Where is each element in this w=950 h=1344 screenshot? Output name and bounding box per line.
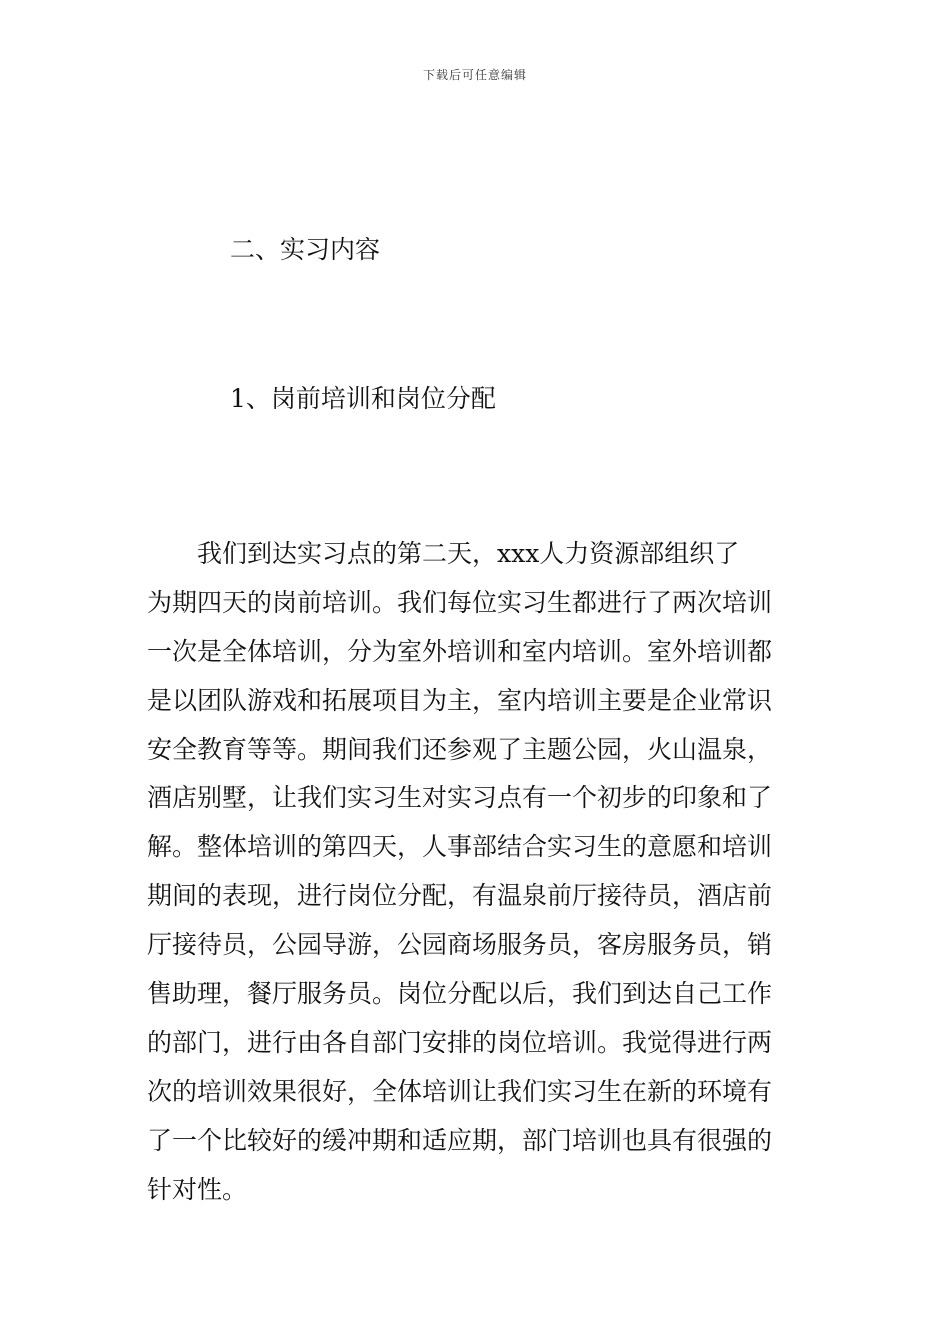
paragraph-line: 针对性。 [147, 1174, 248, 1204]
paragraph-line: 安全教育等等。期间我们还参观了主题公园，火山温泉， [147, 734, 773, 764]
paragraph-line: 解。整体培训的第四天，人事部结合实习生的意愿和培训 [147, 832, 773, 862]
body-paragraph [147, 530, 807, 1214]
paragraph-line: 了一个比较好的缓冲期和适应期，部门培训也具有很强的 [147, 1125, 773, 1155]
paragraph-line: 为期四天的岗前培训。我们每位实习生都进行了两次培训 [147, 587, 773, 617]
paragraph-line: 我们到达实习点的第二天，xxx人力资源部组织了 [147, 539, 740, 568]
paragraph-line: 的部门，进行由各自部门安排的岗位培训。我觉得进行两 [147, 1027, 773, 1057]
paragraph-line: 是以团队游戏和拓展项目为主，室内培训主要是企业常识 [147, 685, 773, 715]
paragraph-line: 一次是全体培训，分为室外培训和室内培训。室外培训都 [147, 636, 773, 666]
paragraph-line: 次的培训效果很好，全体培训让我们实习生在新的环境有 [147, 1076, 773, 1106]
paragraph-line: 期间的表现，进行岗位分配，有温泉前厅接待员，酒店前 [147, 881, 773, 911]
section-heading: 二、实习内容 [230, 235, 381, 264]
paragraph-line: 酒店别墅，让我们实习生对实习点有一个初步的印象和了 [147, 783, 773, 813]
paragraph-line: 售助理，餐厅服务员。岗位分配以后，我们到达自己工作 [147, 979, 773, 1009]
sub-heading: 1、岗前培训和岗位分配 [230, 384, 496, 413]
header-note: 下载后可任意编辑 [422, 68, 527, 82]
paragraph-line: 厅接待员，公园导游，公园商场服务员，客房服务员，销 [147, 930, 773, 960]
